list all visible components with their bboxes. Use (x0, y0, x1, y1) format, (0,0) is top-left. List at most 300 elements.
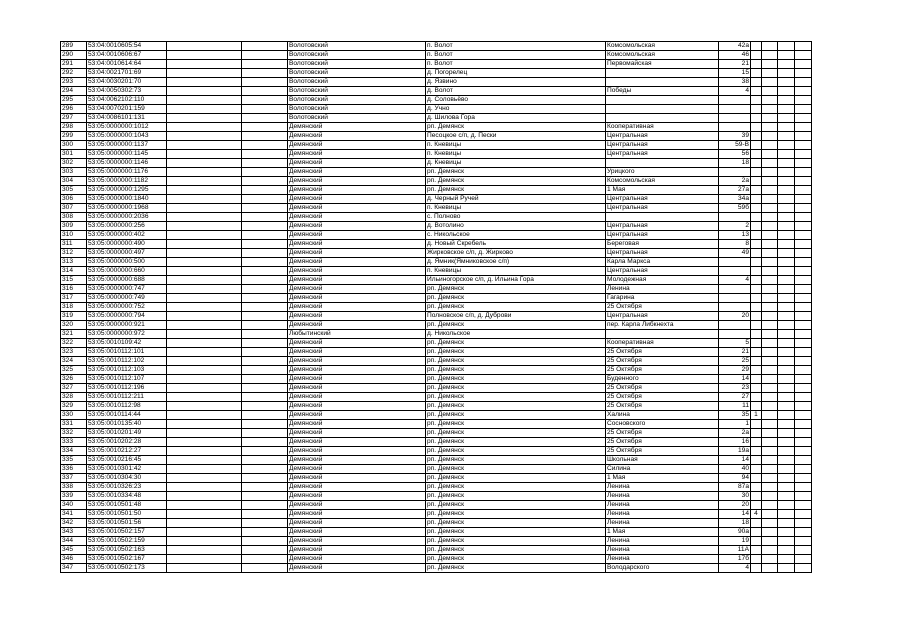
cell-blank3 (762, 429, 778, 438)
cell-blank2 (242, 330, 288, 339)
cell-blank3 (762, 87, 778, 96)
cell-num: 336 (61, 465, 87, 474)
cell-cadastral: 53:05:0000000:752 (87, 303, 167, 312)
cell-cadastral: 53:05:0010201:49 (87, 429, 167, 438)
cell-district: Демянский (288, 510, 426, 519)
cell-locality: п. Волот (426, 60, 606, 69)
cell-blank3 (762, 141, 778, 150)
cell-locality: Жирковское с/п, д. Жирково (426, 249, 606, 258)
cell-extra (751, 204, 762, 213)
cell-cadastral: 53:05:0010112:103 (87, 366, 167, 375)
cell-extra (751, 114, 762, 123)
cell-blank5 (795, 447, 812, 456)
table-row (61, 60, 812, 69)
cell-house: 94 (719, 474, 751, 483)
cell-locality: рп. Демянск (426, 339, 606, 348)
cell-street: 25 Октября (606, 393, 719, 402)
cell-locality: рп. Демянск (426, 321, 606, 330)
cell-district: Демянский (288, 258, 426, 267)
cell-num: 316 (61, 285, 87, 294)
cell-extra (751, 348, 762, 357)
cell-street: Ленина (606, 510, 719, 519)
cell-cadastral: 53:05:0010502:157 (87, 528, 167, 537)
cell-blank1 (167, 150, 242, 159)
cell-blank4 (778, 132, 795, 141)
cell-house: 4 (719, 276, 751, 285)
table-row (61, 51, 812, 60)
cell-street: Центральная (606, 150, 719, 159)
cell-num: 304 (61, 177, 87, 186)
cell-cadastral: 53:05:0000000:1145 (87, 150, 167, 159)
cell-blank5 (795, 375, 812, 384)
cell-cadastral: 53:05:0010501:56 (87, 519, 167, 528)
cell-num: 321 (61, 330, 87, 339)
cell-district: Демянский (288, 555, 426, 564)
cell-locality: рп. Демянск (426, 483, 606, 492)
cell-district: Демянский (288, 132, 426, 141)
cell-blank1 (167, 564, 242, 573)
cell-blank4 (778, 123, 795, 132)
cell-blank1 (167, 186, 242, 195)
cell-blank1 (167, 159, 242, 168)
cell-locality: д. Погорелец (426, 69, 606, 78)
cell-street: Кооперативная (606, 123, 719, 132)
cell-house: 16 (719, 438, 751, 447)
cell-street: Комсомольская (606, 177, 719, 186)
cell-blank2 (242, 285, 288, 294)
cell-blank1 (167, 384, 242, 393)
cell-house (719, 294, 751, 303)
cell-extra (751, 501, 762, 510)
cell-extra (751, 285, 762, 294)
cell-blank5 (795, 123, 812, 132)
cell-locality: рп. Демянск (426, 168, 606, 177)
cell-blank4 (778, 420, 795, 429)
cell-cadastral: 53:05:0000000:921 (87, 321, 167, 330)
cell-blank1 (167, 339, 242, 348)
cell-blank3 (762, 402, 778, 411)
cell-locality: рп. Демянск (426, 438, 606, 447)
cell-cadastral: 53:05:0000000:972 (87, 330, 167, 339)
cell-num: 345 (61, 546, 87, 555)
cell-extra (751, 303, 762, 312)
cell-blank3 (762, 123, 778, 132)
cell-extra (751, 555, 762, 564)
cell-street: 25 Октября (606, 438, 719, 447)
cell-blank2 (242, 321, 288, 330)
cell-house: 17б (719, 555, 751, 564)
cell-extra (751, 438, 762, 447)
cell-blank4 (778, 285, 795, 294)
cell-num: 315 (61, 276, 87, 285)
cell-extra (751, 465, 762, 474)
cell-blank2 (242, 546, 288, 555)
cell-blank1 (167, 96, 242, 105)
table-row (61, 141, 812, 150)
cell-house: 4 (719, 564, 751, 573)
table-row (61, 402, 812, 411)
cell-blank4 (778, 438, 795, 447)
cell-blank5 (795, 51, 812, 60)
cell-district: Демянский (288, 474, 426, 483)
cell-house: 46 (719, 51, 751, 60)
cell-locality: д. Учно (426, 105, 606, 114)
table-row (61, 249, 812, 258)
cell-blank3 (762, 537, 778, 546)
cell-blank3 (762, 555, 778, 564)
cell-house (719, 330, 751, 339)
cell-locality: Песоцкое с/п, д. Пески (426, 132, 606, 141)
cell-locality: рп. Демянск (426, 384, 606, 393)
cell-extra (751, 213, 762, 222)
cell-extra (751, 51, 762, 60)
cell-house: 30 (719, 492, 751, 501)
cell-district: Демянский (288, 285, 426, 294)
cell-blank1 (167, 501, 242, 510)
cell-blank1 (167, 87, 242, 96)
cell-blank1 (167, 123, 242, 132)
cell-blank5 (795, 438, 812, 447)
cell-blank2 (242, 357, 288, 366)
cell-cadastral: 53:05:0000000:1146 (87, 159, 167, 168)
cell-district: Волотовский (288, 69, 426, 78)
cell-street: 25 Октября (606, 303, 719, 312)
cell-blank5 (795, 483, 812, 492)
table-row (61, 312, 812, 321)
cell-locality: с. Никольское (426, 231, 606, 240)
cell-num: 296 (61, 105, 87, 114)
cell-num: 313 (61, 258, 87, 267)
cell-street: Володарского (606, 564, 719, 573)
cell-num: 311 (61, 240, 87, 249)
cell-locality: рп. Демянск (426, 285, 606, 294)
cell-street: 25 Октября (606, 447, 719, 456)
cell-blank5 (795, 501, 812, 510)
cell-blank4 (778, 528, 795, 537)
cell-blank5 (795, 141, 812, 150)
cell-blank4 (778, 267, 795, 276)
cell-num: 346 (61, 555, 87, 564)
cell-blank2 (242, 195, 288, 204)
cell-house (719, 321, 751, 330)
cell-extra: 1 (751, 411, 762, 420)
cell-blank3 (762, 465, 778, 474)
cell-blank4 (778, 519, 795, 528)
cell-blank2 (242, 312, 288, 321)
cell-blank2 (242, 159, 288, 168)
cell-blank2 (242, 555, 288, 564)
cell-cadastral: 53:05:0000000:2036 (87, 213, 167, 222)
cell-blank1 (167, 492, 242, 501)
table-row (61, 438, 812, 447)
cell-extra (751, 96, 762, 105)
cell-num: 293 (61, 78, 87, 87)
cell-blank3 (762, 177, 778, 186)
cell-locality: д. Вотолино (426, 222, 606, 231)
cell-blank4 (778, 474, 795, 483)
cell-blank3 (762, 339, 778, 348)
cell-locality: п. Кневицы (426, 267, 606, 276)
cell-blank5 (795, 366, 812, 375)
cell-district: Демянский (288, 276, 426, 285)
cell-num: 341 (61, 510, 87, 519)
cell-district: Демянский (288, 528, 426, 537)
cell-extra (751, 87, 762, 96)
cell-num: 299 (61, 132, 87, 141)
cell-blank2 (242, 483, 288, 492)
cell-extra (751, 132, 762, 141)
cell-blank2 (242, 177, 288, 186)
cell-street: Кооперативная (606, 339, 719, 348)
cell-locality: д. Никольское (426, 330, 606, 339)
cell-cadastral: 53:05:0010202:28 (87, 438, 167, 447)
cell-blank5 (795, 546, 812, 555)
cell-district: Демянский (288, 438, 426, 447)
cell-blank5 (795, 204, 812, 213)
cell-district: Демянский (288, 384, 426, 393)
cell-blank3 (762, 150, 778, 159)
table-row (61, 159, 812, 168)
cell-district: Волотовский (288, 87, 426, 96)
cell-blank4 (778, 78, 795, 87)
cell-street: Ленина (606, 492, 719, 501)
cell-district: Волотовский (288, 105, 426, 114)
cell-extra (751, 186, 762, 195)
cell-blank5 (795, 474, 812, 483)
cell-blank4 (778, 96, 795, 105)
cell-num: 290 (61, 51, 87, 60)
cell-blank3 (762, 312, 778, 321)
cell-house (719, 123, 751, 132)
cell-blank5 (795, 402, 812, 411)
cell-house: 4 (719, 87, 751, 96)
cell-house: 87а (719, 483, 751, 492)
table-row (61, 258, 812, 267)
cell-blank3 (762, 105, 778, 114)
cell-house (719, 168, 751, 177)
cell-locality: д. Кневицы (426, 159, 606, 168)
cell-district: Демянский (288, 366, 426, 375)
cell-extra (751, 330, 762, 339)
cell-cadastral: 53:04:0010614:64 (87, 60, 167, 69)
cell-blank5 (795, 231, 812, 240)
cell-blank5 (795, 285, 812, 294)
cell-locality: рп. Демянск (426, 294, 606, 303)
cell-locality: д. Ямник(Ямниковское с/п) (426, 258, 606, 267)
cell-blank1 (167, 222, 242, 231)
cell-blank3 (762, 159, 778, 168)
cell-locality: п. Волот (426, 42, 606, 51)
cell-blank1 (167, 168, 242, 177)
cell-locality: рп. Демянск (426, 303, 606, 312)
cell-district: Демянский (288, 411, 426, 420)
cell-blank3 (762, 168, 778, 177)
cell-num: 332 (61, 429, 87, 438)
cell-street: 25 Октября (606, 348, 719, 357)
cell-blank4 (778, 42, 795, 51)
cell-blank1 (167, 42, 242, 51)
cell-locality: рп. Демянск (426, 366, 606, 375)
cell-blank4 (778, 339, 795, 348)
cell-district: Демянский (288, 249, 426, 258)
cell-blank1 (167, 78, 242, 87)
cell-locality: д. Волот (426, 87, 606, 96)
cell-cadastral: 53:05:0010501:50 (87, 510, 167, 519)
cell-blank1 (167, 312, 242, 321)
cell-blank2 (242, 429, 288, 438)
cell-blank4 (778, 447, 795, 456)
cell-blank3 (762, 42, 778, 51)
cell-cadastral: 53:05:0010502:173 (87, 564, 167, 573)
cell-locality: рп. Демянск (426, 420, 606, 429)
cell-district: Демянский (288, 303, 426, 312)
cell-extra (751, 564, 762, 573)
cell-extra (751, 312, 762, 321)
cell-blank4 (778, 483, 795, 492)
cell-blank3 (762, 330, 778, 339)
table-row (61, 276, 812, 285)
cell-num: 307 (61, 204, 87, 213)
cell-blank5 (795, 240, 812, 249)
cell-num: 300 (61, 141, 87, 150)
cell-street: Карла Маркса (606, 258, 719, 267)
cell-blank2 (242, 348, 288, 357)
cell-house (719, 105, 751, 114)
cell-house: 13 (719, 231, 751, 240)
cell-locality: рп. Демянск (426, 528, 606, 537)
cell-district: Демянский (288, 231, 426, 240)
cell-street: Ленина (606, 285, 719, 294)
cell-cadastral: 53:05:0000000:1968 (87, 204, 167, 213)
cell-locality: рп. Демянск (426, 510, 606, 519)
table-row (61, 78, 812, 87)
cell-blank2 (242, 384, 288, 393)
cell-blank4 (778, 231, 795, 240)
cell-locality: рп. Демянск (426, 186, 606, 195)
cell-num: 295 (61, 96, 87, 105)
cell-house (719, 114, 751, 123)
cell-district: Демянский (288, 501, 426, 510)
cell-blank5 (795, 411, 812, 420)
cell-num: 309 (61, 222, 87, 231)
cell-cadastral: 53:05:0000000:1043 (87, 132, 167, 141)
cell-blank1 (167, 330, 242, 339)
cell-street: 25 Октября (606, 366, 719, 375)
cell-extra (751, 546, 762, 555)
cell-blank1 (167, 51, 242, 60)
data-table (60, 41, 812, 573)
cell-house: 38 (719, 78, 751, 87)
cell-district: Демянский (288, 294, 426, 303)
cell-street: 1 Мая (606, 528, 719, 537)
cell-blank5 (795, 384, 812, 393)
cell-blank1 (167, 537, 242, 546)
table-row (61, 177, 812, 186)
cell-locality: рп. Демянск (426, 519, 606, 528)
cell-district: Демянский (288, 456, 426, 465)
cell-blank3 (762, 321, 778, 330)
cell-num: 301 (61, 150, 87, 159)
cell-house: 20 (719, 312, 751, 321)
table-row (61, 429, 812, 438)
cell-extra (751, 69, 762, 78)
cell-cadastral: 53:05:0000000:688 (87, 276, 167, 285)
cell-blank2 (242, 231, 288, 240)
cell-blank4 (778, 501, 795, 510)
cell-blank2 (242, 276, 288, 285)
cell-blank5 (795, 78, 812, 87)
cell-district: Любытинский (288, 330, 426, 339)
cell-locality: Полновское с/п, д. Дуброви (426, 312, 606, 321)
cell-blank2 (242, 465, 288, 474)
cell-extra (751, 60, 762, 69)
cell-blank4 (778, 258, 795, 267)
cell-blank4 (778, 312, 795, 321)
cell-blank1 (167, 546, 242, 555)
cell-blank3 (762, 132, 778, 141)
cell-blank3 (762, 78, 778, 87)
cell-cadastral: 53:05:0010216:45 (87, 456, 167, 465)
cell-num: 291 (61, 60, 87, 69)
cell-blank2 (242, 537, 288, 546)
cell-blank3 (762, 510, 778, 519)
cell-street: Школьная (606, 456, 719, 465)
cell-street: Первомайская (606, 60, 719, 69)
cell-extra (751, 240, 762, 249)
cell-locality: д. Соловьёво (426, 96, 606, 105)
cell-street (606, 69, 719, 78)
table-row (61, 528, 812, 537)
cell-extra (751, 267, 762, 276)
cell-blank5 (795, 42, 812, 51)
cell-blank5 (795, 87, 812, 96)
cell-street: Центральная (606, 249, 719, 258)
cell-extra (751, 456, 762, 465)
cell-num: 347 (61, 564, 87, 573)
table-row (61, 330, 812, 339)
cell-street: Молодежная (606, 276, 719, 285)
cell-house: 14 (719, 375, 751, 384)
cell-blank5 (795, 555, 812, 564)
cell-num: 318 (61, 303, 87, 312)
cell-blank4 (778, 330, 795, 339)
cell-blank3 (762, 303, 778, 312)
cell-street: Силина (606, 465, 719, 474)
cell-extra (751, 168, 762, 177)
cell-district: Демянский (288, 348, 426, 357)
cell-blank2 (242, 492, 288, 501)
table-row (61, 474, 812, 483)
cell-locality: рп. Демянск (426, 492, 606, 501)
cell-street (606, 159, 719, 168)
cell-blank5 (795, 60, 812, 69)
cell-blank1 (167, 141, 242, 150)
cell-extra (751, 429, 762, 438)
cell-district: Демянский (288, 429, 426, 438)
cell-house: 56 (719, 150, 751, 159)
cell-district: Демянский (288, 465, 426, 474)
cell-blank3 (762, 528, 778, 537)
cell-blank1 (167, 411, 242, 420)
cell-house: 90а (719, 528, 751, 537)
cell-cadastral: 53:04:0021701:69 (87, 69, 167, 78)
cell-house: 14 (719, 510, 751, 519)
table-row (61, 456, 812, 465)
cell-cadastral: 53:05:0000000:402 (87, 231, 167, 240)
cell-blank4 (778, 141, 795, 150)
cell-street: Ленина (606, 483, 719, 492)
cell-num: 338 (61, 483, 87, 492)
